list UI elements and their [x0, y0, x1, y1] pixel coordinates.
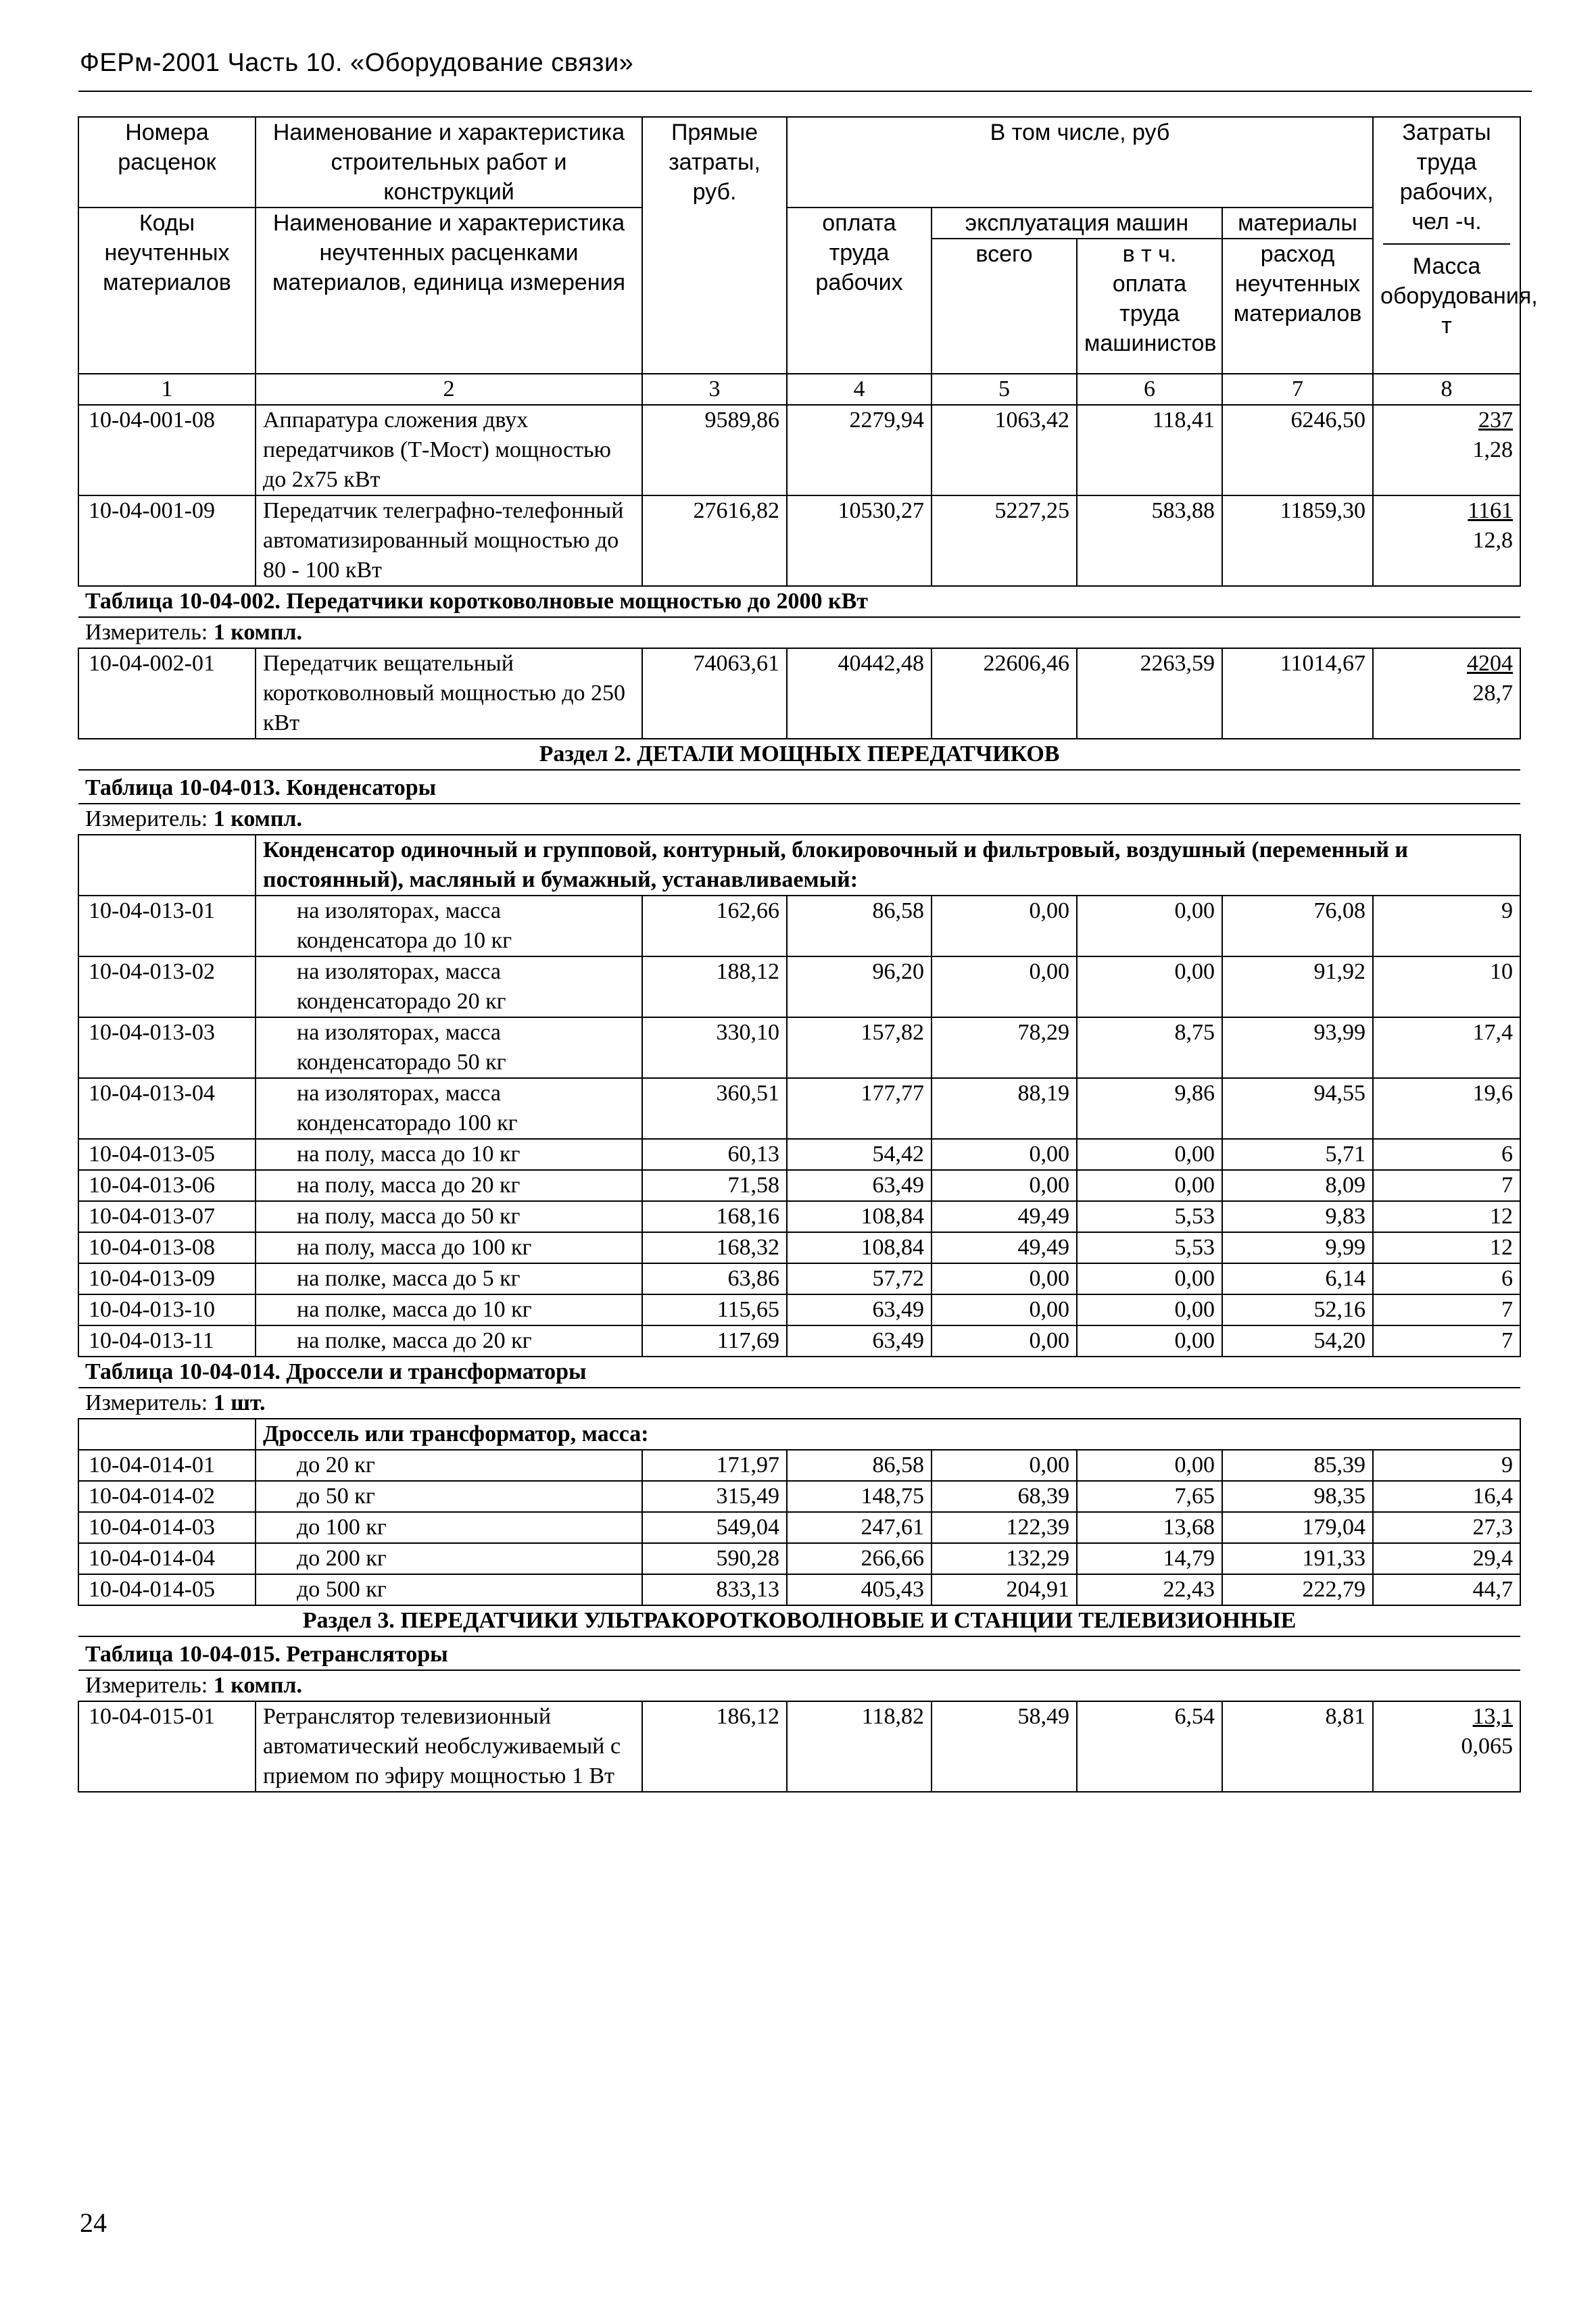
direct-cost: 115,65 [642, 1294, 787, 1325]
table-row [78, 405, 1520, 495]
rate-code: 10-04-013-11 [78, 1325, 256, 1357]
rate-name: на полу, масса до 100 кг [256, 1232, 642, 1263]
col-number: 6 [1077, 374, 1222, 405]
unit-of-measure [78, 1670, 1520, 1701]
labor-hours: 9 [1373, 1450, 1520, 1481]
machines-cost: 68,39 [932, 1481, 1077, 1512]
direct-cost: 360,51 [642, 1078, 787, 1139]
operators-cost: 0,00 [1077, 1170, 1222, 1201]
labor-hours: 10 [1373, 956, 1520, 1017]
labor-cost: 2279,94 [787, 405, 932, 495]
machines-cost: 88,19 [932, 1078, 1077, 1139]
group-heading: Дроссель или трансформатор, масса: [256, 1419, 1520, 1450]
machines-cost: 0,00 [932, 1139, 1077, 1170]
labor-hours: 27,3 [1373, 1512, 1520, 1543]
rate-name: Передатчик вещательный коротковолновый мощностью до 250 кВт [256, 648, 642, 739]
page-number: 24 [80, 2208, 107, 2238]
labor-hours: 29,4 [1373, 1543, 1520, 1574]
operators-cost: 0,00 [1077, 1263, 1222, 1294]
table-row [78, 1574, 1520, 1605]
materials-cost: 11014,67 [1222, 648, 1373, 739]
machines-cost: 0,00 [932, 1450, 1077, 1481]
machines-cost: 58,49 [932, 1701, 1077, 1792]
table-row [78, 495, 1520, 586]
materials-cost: 6246,50 [1222, 405, 1373, 495]
table-row [78, 956, 1520, 1017]
direct-cost: 168,32 [642, 1232, 787, 1263]
direct-cost: 27616,82 [642, 495, 787, 586]
rate-name: до 50 кг [256, 1481, 642, 1512]
materials-cost: 93,99 [1222, 1017, 1373, 1078]
direct-cost: 171,97 [642, 1450, 787, 1481]
machines-cost: 122,39 [932, 1512, 1077, 1543]
materials-cost: 9,99 [1222, 1232, 1373, 1263]
labor-hours-mass [1373, 1701, 1520, 1792]
labor-hours: 6 [1373, 1139, 1520, 1170]
operators-cost: 9,86 [1077, 1078, 1222, 1139]
direct-cost: 330,10 [642, 1017, 787, 1078]
direct-cost: 63,86 [642, 1263, 787, 1294]
col-number: 3 [642, 374, 787, 405]
rate-code: 10-04-013-08 [78, 1232, 256, 1263]
rate-name: Ретранслятор телевизионный автоматический необслуживаемый с приемом по эфиру мощностью 1 Вт [256, 1701, 642, 1792]
table-row [78, 1232, 1520, 1263]
section-title: Раздел 2. ДЕТАЛИ МОЩНЫХ ПЕРЕДАТЧИКОВ [78, 739, 1520, 770]
direct-cost: 60,13 [642, 1139, 787, 1170]
materials-cost: 54,20 [1222, 1325, 1373, 1357]
equipment-mass: 28,7 [1472, 681, 1514, 706]
labor-hours: 19,6 [1373, 1078, 1520, 1139]
machines-cost: 1063,42 [932, 405, 1077, 495]
rate-name: на полу, масса до 20 кг [256, 1170, 642, 1201]
operators-cost: 22,43 [1077, 1574, 1222, 1605]
rate-code: 10-04-013-10 [78, 1294, 256, 1325]
col-number: 2 [256, 374, 642, 405]
labor-cost: 40442,48 [787, 648, 932, 739]
direct-cost: 9589,86 [642, 405, 787, 495]
direct-cost: 74063,61 [642, 648, 787, 739]
machines-cost: 0,00 [932, 1325, 1077, 1357]
col-number: 7 [1222, 374, 1373, 405]
operators-cost: 14,79 [1077, 1543, 1222, 1574]
direct-cost: 188,12 [642, 956, 787, 1017]
rate-name: на полке, масса до 10 кг [256, 1294, 642, 1325]
group-code-cell [78, 835, 256, 896]
col-number: 5 [932, 374, 1077, 405]
unit-label: Измеритель: [85, 1390, 208, 1415]
labor-cost: 108,84 [787, 1232, 932, 1263]
machines-cost: 0,00 [932, 896, 1077, 956]
col-number: 8 [1373, 374, 1520, 405]
materials-cost: 98,35 [1222, 1481, 1373, 1512]
operators-cost: 8,75 [1077, 1017, 1222, 1078]
equipment-mass: 0,065 [1461, 1734, 1514, 1759]
col-material-name-header: Наименование и характеристика неучтенных расценками материалов, единица измерения [256, 208, 642, 374]
rate-name: на изоляторах, масса конденсаторадо 100 кг [256, 1078, 642, 1139]
direct-cost: 186,12 [642, 1701, 787, 1792]
col-machines-total-header: всего [932, 239, 1077, 374]
materials-cost: 52,16 [1222, 1294, 1373, 1325]
rate-code: 10-04-002-01 [78, 648, 256, 739]
labor-hours: 44,7 [1373, 1574, 1520, 1605]
table-row [78, 1017, 1520, 1078]
unit-of-measure [78, 804, 1520, 835]
rate-code: 10-04-014-05 [78, 1574, 256, 1605]
operators-cost: 7,65 [1077, 1481, 1222, 1512]
materials-cost: 8,09 [1222, 1170, 1373, 1201]
unit-value: 1 компл. [213, 620, 303, 645]
labor-hours: 7 [1373, 1325, 1520, 1357]
labor-cost: 405,43 [787, 1574, 932, 1605]
table-row [78, 1701, 1520, 1792]
unit-value: 1 компл. [213, 806, 303, 831]
rate-code: 10-04-013-06 [78, 1170, 256, 1201]
rate-code: 10-04-015-01 [78, 1701, 256, 1792]
rate-code: 10-04-014-03 [78, 1512, 256, 1543]
rate-code: 10-04-013-02 [78, 956, 256, 1017]
unit-value: 1 компл. [213, 1673, 303, 1698]
labor-hours: 237 [1478, 408, 1514, 433]
table-title: Таблица 10-04-015. Ретрансляторы [78, 1636, 1520, 1670]
rate-code: 10-04-013-05 [78, 1139, 256, 1170]
table-row [78, 1481, 1520, 1512]
labor-hours: 4204 [1467, 651, 1514, 676]
labor-hours-header: Затраты труда рабочих, чел -ч. [1383, 118, 1510, 245]
labor-hours: 16,4 [1373, 1481, 1520, 1512]
operators-cost: 5,53 [1077, 1201, 1222, 1232]
materials-cost: 76,08 [1222, 896, 1373, 956]
col-rate-number-header: Номера расценок [78, 117, 256, 208]
machines-cost: 0,00 [932, 1263, 1077, 1294]
table-row [78, 1078, 1520, 1139]
labor-cost: 57,72 [787, 1263, 932, 1294]
group-code-cell [78, 1419, 256, 1450]
machines-cost: 49,49 [932, 1232, 1077, 1263]
col-number: 1 [78, 374, 256, 405]
table-row [78, 1512, 1520, 1543]
labor-hours-mass [1373, 495, 1520, 586]
rate-name: на полке, масса до 5 кг [256, 1263, 642, 1294]
col-work-name-header: Наименование и характеристика строительных работ и конструкций [256, 117, 642, 208]
labor-cost: 177,77 [787, 1078, 932, 1139]
mass-header: Масса оборудования, т [1380, 253, 1538, 339]
rate-code: 10-04-013-07 [78, 1201, 256, 1232]
operators-cost: 2263,59 [1077, 648, 1222, 739]
operators-cost: 118,41 [1077, 405, 1222, 495]
table-row [78, 1325, 1520, 1357]
labor-hours: 17,4 [1373, 1017, 1520, 1078]
labor-hours: 12 [1373, 1232, 1520, 1263]
header-rule [78, 91, 1532, 92]
unit-label: Измеритель: [85, 620, 208, 645]
operators-cost: 583,88 [1077, 495, 1222, 586]
direct-cost: 117,69 [642, 1325, 787, 1357]
rates-table [78, 116, 1538, 1793]
table-title: Таблица 10-04-013. Конденсаторы [78, 770, 1520, 804]
rate-name: на изоляторах, масса конденсатора до 10 кг [256, 896, 642, 956]
machines-cost: 49,49 [932, 1201, 1077, 1232]
materials-cost: 9,83 [1222, 1201, 1373, 1232]
rate-code: 10-04-001-09 [78, 495, 256, 586]
machines-cost: 0,00 [932, 1170, 1077, 1201]
labor-cost: 108,84 [787, 1201, 932, 1232]
rate-name: на изоляторах, масса конденсаторадо 20 кг [256, 956, 642, 1017]
materials-cost: 5,71 [1222, 1139, 1373, 1170]
table-row [78, 1263, 1520, 1294]
direct-cost: 590,28 [642, 1543, 787, 1574]
rate-name: до 500 кг [256, 1574, 642, 1605]
rate-name: до 20 кг [256, 1450, 642, 1481]
materials-cost: 222,79 [1222, 1574, 1373, 1605]
direct-cost: 833,13 [642, 1574, 787, 1605]
machines-cost: 204,91 [932, 1574, 1077, 1605]
labor-cost: 247,61 [787, 1512, 932, 1543]
labor-hours: 9 [1373, 896, 1520, 956]
materials-cost: 85,39 [1222, 1450, 1373, 1481]
labor-cost: 63,49 [787, 1325, 932, 1357]
machines-cost: 132,29 [932, 1543, 1077, 1574]
operators-cost: 0,00 [1077, 1325, 1222, 1357]
operators-cost: 13,68 [1077, 1512, 1222, 1543]
col-labor-mass-header [1373, 117, 1538, 374]
running-header: ФЕРм-2001 Часть 10. «Оборудование связи» [80, 49, 634, 77]
operators-cost: 0,00 [1077, 956, 1222, 1017]
machines-cost: 22606,46 [932, 648, 1077, 739]
labor-cost: 63,49 [787, 1170, 932, 1201]
labor-cost: 148,75 [787, 1481, 932, 1512]
equipment-mass: 1,28 [1472, 437, 1514, 462]
rate-name: на изоляторах, масса конденсаторадо 50 кг [256, 1017, 642, 1078]
labor-hours-mass [1373, 405, 1520, 495]
rate-name: на полу, масса до 10 кг [256, 1139, 642, 1170]
unit-value: 1 шт. [213, 1390, 266, 1415]
machines-cost: 0,00 [932, 956, 1077, 1017]
rate-name: до 200 кг [256, 1543, 642, 1574]
rate-code: 10-04-014-02 [78, 1481, 256, 1512]
unit-label: Измеритель: [85, 1673, 208, 1698]
section-title: Раздел 3. ПЕРЕДАТЧИКИ УЛЬТРАКОРОТКОВОЛНОВЫЕ И СТАНЦИИ ТЕЛЕВИЗИОННЫЕ [78, 1605, 1520, 1636]
operators-cost: 0,00 [1077, 896, 1222, 956]
table-row [78, 1201, 1520, 1232]
machines-cost: 5227,25 [932, 495, 1077, 586]
labor-cost: 86,58 [787, 896, 932, 956]
labor-hours: 7 [1373, 1170, 1520, 1201]
materials-cost: 94,55 [1222, 1078, 1373, 1139]
labor-cost: 96,20 [787, 956, 932, 1017]
labor-cost: 157,82 [787, 1017, 932, 1078]
rate-name: Аппаратура сложения двух передатчиков (Т-Мост) мощностью до 2х75 кВт [256, 405, 642, 495]
rate-name: на полу, масса до 50 кг [256, 1201, 642, 1232]
materials-cost: 179,04 [1222, 1512, 1373, 1543]
rate-name: на полке, масса до 20 кг [256, 1325, 642, 1357]
labor-hours: 1161 [1468, 498, 1514, 523]
labor-cost: 10530,27 [787, 495, 932, 586]
col-material-code-header: Коды неучтенных материалов [78, 208, 256, 374]
group-heading: Конденсатор одиночный и групповой, контурный, блокировочный и фильтровый, воздушный (переменный и постоянный), масляный и бумажный, устанавливаемый: [256, 835, 1520, 896]
operators-cost: 0,00 [1077, 1139, 1222, 1170]
col-group-machines-header: эксплуатация машин [932, 208, 1222, 239]
materials-cost: 191,33 [1222, 1543, 1373, 1574]
labor-cost: 118,82 [787, 1701, 932, 1792]
rate-name: до 100 кг [256, 1512, 642, 1543]
labor-hours-mass [1373, 648, 1520, 739]
table-row [78, 1450, 1520, 1481]
col-number: 4 [787, 374, 932, 405]
table-row [78, 1139, 1520, 1170]
rate-code: 10-04-013-04 [78, 1078, 256, 1139]
rate-code: 10-04-013-03 [78, 1017, 256, 1078]
col-group-including-header: В том числе, руб [787, 117, 1373, 208]
labor-cost: 63,49 [787, 1294, 932, 1325]
col-operators-header: в т ч. оплата труда машинистов [1077, 239, 1222, 374]
materials-cost: 6,14 [1222, 1263, 1373, 1294]
rate-code: 10-04-013-01 [78, 896, 256, 956]
labor-hours: 13,1 [1472, 1704, 1514, 1729]
materials-cost: 8,81 [1222, 1701, 1373, 1792]
labor-hours: 7 [1373, 1294, 1520, 1325]
table-title: Таблица 10-04-014. Дроссели и трансформаторы [78, 1357, 1520, 1388]
rate-code: 10-04-014-01 [78, 1450, 256, 1481]
direct-cost: 162,66 [642, 896, 787, 956]
table-row [78, 1170, 1520, 1201]
operators-cost: 6,54 [1077, 1701, 1222, 1792]
direct-cost: 71,58 [642, 1170, 787, 1201]
rate-code: 10-04-013-09 [78, 1263, 256, 1294]
table-row [78, 1543, 1520, 1574]
operators-cost: 0,00 [1077, 1294, 1222, 1325]
rate-code: 10-04-001-08 [78, 405, 256, 495]
unit-label: Измеритель: [85, 806, 208, 831]
labor-hours: 6 [1373, 1263, 1520, 1294]
table-row [78, 648, 1520, 739]
direct-cost: 168,16 [642, 1201, 787, 1232]
col-materials-header: расход неучтенных материалов [1222, 239, 1373, 374]
table-row [78, 1294, 1520, 1325]
direct-cost: 549,04 [642, 1512, 787, 1543]
rate-name: Передатчик телеграфно-телефонный автоматизированный мощностью до 80 - 100 кВт [256, 495, 642, 586]
table-title: Таблица 10-04-002. Передатчики коротковолновые мощностью до 2000 кВт [78, 586, 1520, 617]
rate-code: 10-04-014-04 [78, 1543, 256, 1574]
labor-hours: 12 [1373, 1201, 1520, 1232]
materials-cost: 91,92 [1222, 956, 1373, 1017]
equipment-mass: 12,8 [1472, 528, 1514, 553]
labor-cost: 86,58 [787, 1450, 932, 1481]
operators-cost: 5,53 [1077, 1232, 1222, 1263]
machines-cost: 0,00 [932, 1294, 1077, 1325]
direct-cost: 315,49 [642, 1481, 787, 1512]
machines-cost: 78,29 [932, 1017, 1077, 1078]
col-direct-cost-header: Прямые затраты, руб. [642, 117, 787, 374]
materials-cost: 11859,30 [1222, 495, 1373, 586]
col-labor-cost-header: оплата труда рабочих [787, 208, 932, 374]
labor-cost: 54,42 [787, 1139, 932, 1170]
unit-of-measure [78, 617, 1520, 648]
table-row [78, 896, 1520, 956]
labor-cost: 266,66 [787, 1543, 932, 1574]
col-group-materials-header: материалы [1222, 208, 1373, 239]
operators-cost: 0,00 [1077, 1450, 1222, 1481]
unit-of-measure [78, 1388, 1520, 1419]
